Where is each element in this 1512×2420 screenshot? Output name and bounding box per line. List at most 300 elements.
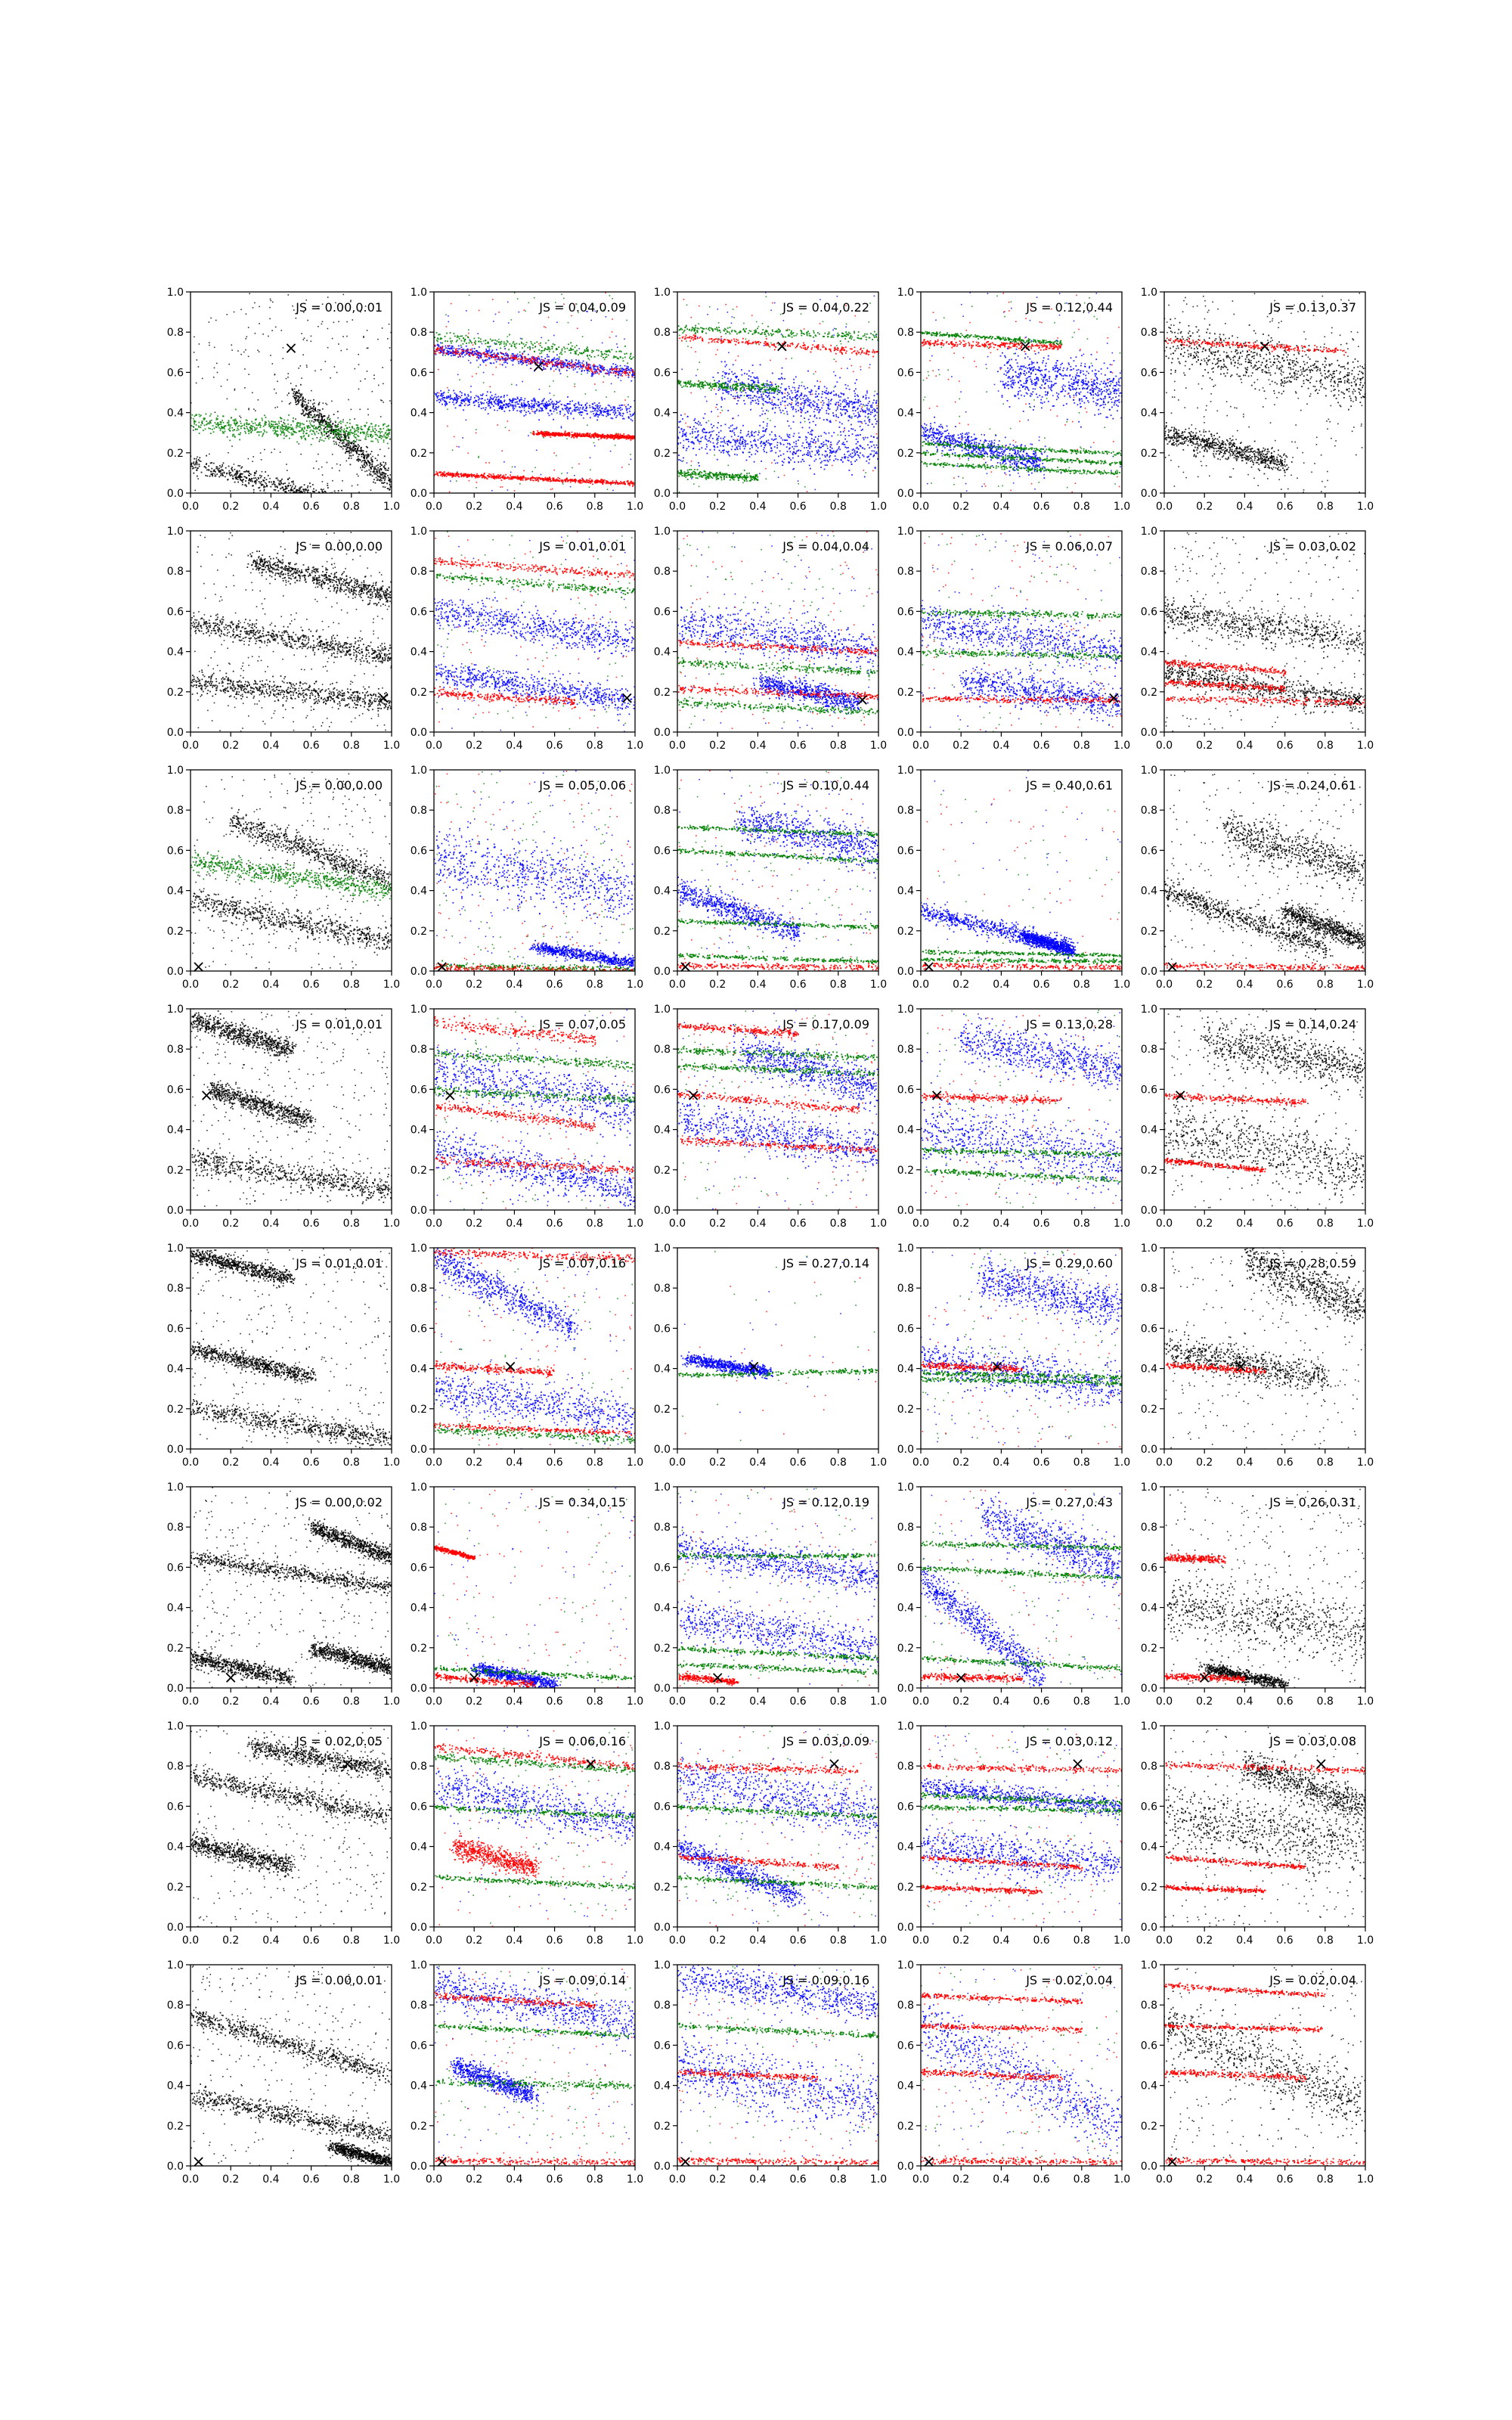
point xyxy=(367,510,369,511)
point xyxy=(622,405,624,406)
point xyxy=(376,508,377,510)
point xyxy=(339,470,340,472)
point xyxy=(445,346,446,347)
point xyxy=(328,500,330,501)
point xyxy=(288,294,290,296)
point xyxy=(281,428,283,430)
point xyxy=(375,482,376,484)
point xyxy=(482,395,483,396)
point xyxy=(306,367,308,368)
point xyxy=(569,401,571,402)
point xyxy=(200,424,202,426)
point xyxy=(235,425,237,427)
point xyxy=(621,467,623,468)
point xyxy=(259,422,261,424)
point xyxy=(372,507,373,509)
point xyxy=(214,347,215,349)
point xyxy=(389,347,391,349)
point xyxy=(325,495,327,497)
point xyxy=(330,422,331,424)
point xyxy=(489,352,491,354)
point xyxy=(248,408,249,409)
point xyxy=(224,426,225,427)
point xyxy=(385,436,386,438)
point xyxy=(505,474,507,476)
point xyxy=(458,446,460,448)
point xyxy=(511,384,513,386)
point xyxy=(624,365,626,367)
point xyxy=(466,397,468,399)
point xyxy=(277,381,278,383)
point xyxy=(577,328,578,330)
point xyxy=(575,366,577,368)
point xyxy=(541,337,543,339)
point xyxy=(344,445,345,447)
point xyxy=(243,352,245,353)
point xyxy=(470,396,472,398)
point xyxy=(284,482,286,484)
point xyxy=(284,429,286,430)
point xyxy=(387,437,389,439)
point xyxy=(633,414,634,415)
point xyxy=(247,429,249,430)
point xyxy=(621,380,622,382)
point xyxy=(605,373,606,374)
point xyxy=(610,436,612,437)
point xyxy=(212,425,214,427)
point xyxy=(287,424,289,425)
point xyxy=(339,446,341,448)
point xyxy=(605,293,606,294)
point xyxy=(546,435,547,436)
point xyxy=(493,473,494,475)
point xyxy=(608,371,609,372)
point xyxy=(580,407,581,408)
point xyxy=(337,417,339,419)
point xyxy=(452,450,454,451)
point xyxy=(509,399,510,400)
point xyxy=(293,482,294,483)
point xyxy=(213,431,215,433)
point xyxy=(580,411,581,413)
point xyxy=(281,424,283,426)
point xyxy=(357,473,358,475)
point xyxy=(474,397,476,399)
point xyxy=(249,473,250,474)
point xyxy=(600,405,601,407)
point xyxy=(578,360,580,361)
point xyxy=(512,402,513,403)
point xyxy=(382,327,383,329)
point xyxy=(322,408,324,410)
point xyxy=(578,464,580,465)
point xyxy=(370,467,371,469)
point xyxy=(600,412,601,414)
point xyxy=(273,430,274,432)
point xyxy=(479,346,480,348)
point xyxy=(315,427,317,428)
point xyxy=(272,363,274,365)
point xyxy=(538,405,540,406)
point xyxy=(454,476,456,477)
point xyxy=(335,500,336,501)
point xyxy=(454,348,455,349)
point xyxy=(615,417,617,418)
point xyxy=(572,400,573,402)
point xyxy=(553,452,555,454)
point xyxy=(582,408,584,410)
point xyxy=(351,455,352,457)
point xyxy=(450,480,451,482)
point xyxy=(380,464,381,465)
point xyxy=(561,426,562,427)
point xyxy=(340,428,342,430)
point xyxy=(264,449,265,451)
point xyxy=(444,400,445,402)
point xyxy=(257,349,259,351)
point xyxy=(377,479,379,480)
point xyxy=(373,510,374,512)
point xyxy=(395,431,396,433)
point xyxy=(357,425,358,427)
point xyxy=(333,503,334,504)
point xyxy=(430,473,432,475)
point xyxy=(603,367,605,368)
point xyxy=(620,365,621,367)
point xyxy=(623,413,624,414)
point xyxy=(389,432,390,433)
point xyxy=(536,477,538,479)
point xyxy=(246,424,247,425)
point xyxy=(370,441,372,442)
point xyxy=(491,403,492,405)
point xyxy=(205,467,206,468)
panel-r1-c1 xyxy=(167,287,400,526)
point xyxy=(506,405,507,406)
point xyxy=(484,360,485,361)
point xyxy=(612,406,614,408)
point xyxy=(442,404,443,405)
point xyxy=(355,430,356,432)
point xyxy=(591,436,593,437)
point xyxy=(324,495,325,496)
point xyxy=(578,348,580,349)
point xyxy=(236,474,237,476)
point xyxy=(371,464,373,465)
point xyxy=(340,502,342,504)
point xyxy=(578,364,579,365)
point xyxy=(231,468,232,470)
point xyxy=(383,424,384,425)
point xyxy=(322,425,324,427)
point xyxy=(309,409,311,411)
point xyxy=(377,439,379,441)
point xyxy=(457,374,459,376)
point xyxy=(505,427,507,429)
point xyxy=(306,365,308,366)
point xyxy=(617,346,618,348)
point xyxy=(197,478,199,479)
point xyxy=(379,479,380,481)
point xyxy=(321,495,323,496)
point xyxy=(536,450,538,451)
point xyxy=(342,421,344,423)
point xyxy=(594,433,596,434)
point xyxy=(447,473,448,474)
point xyxy=(448,392,449,393)
point xyxy=(367,454,369,455)
point xyxy=(254,430,256,431)
point xyxy=(555,404,556,405)
point xyxy=(321,467,323,468)
point xyxy=(273,426,274,427)
point xyxy=(238,476,240,477)
point xyxy=(223,422,225,424)
point xyxy=(497,405,499,406)
point xyxy=(209,345,210,346)
point xyxy=(271,452,272,454)
point xyxy=(275,327,277,328)
point xyxy=(383,442,385,443)
point xyxy=(573,369,575,371)
point xyxy=(376,510,378,511)
point xyxy=(602,343,603,344)
point xyxy=(363,455,364,456)
point xyxy=(264,489,265,490)
point xyxy=(532,476,534,477)
point xyxy=(538,481,539,482)
point xyxy=(525,311,526,312)
point xyxy=(281,479,283,480)
point xyxy=(460,397,461,399)
point xyxy=(630,406,631,408)
point xyxy=(288,392,290,394)
point xyxy=(229,427,231,429)
point xyxy=(590,367,592,368)
point xyxy=(553,419,554,420)
point xyxy=(232,476,234,477)
point xyxy=(497,396,499,398)
point xyxy=(261,483,262,485)
point xyxy=(235,473,237,474)
point xyxy=(503,353,504,355)
point xyxy=(264,431,265,433)
point xyxy=(341,504,342,505)
point xyxy=(302,399,304,400)
point xyxy=(602,368,603,370)
point xyxy=(367,506,368,507)
point xyxy=(293,391,295,392)
point xyxy=(547,356,548,358)
point xyxy=(437,344,438,346)
point xyxy=(237,430,238,431)
point xyxy=(213,470,215,471)
point xyxy=(578,412,580,414)
point xyxy=(353,443,355,445)
point xyxy=(367,414,369,416)
point xyxy=(304,405,305,406)
point xyxy=(346,448,348,450)
point xyxy=(349,432,350,433)
point xyxy=(554,433,556,435)
point xyxy=(469,295,470,296)
point xyxy=(377,442,379,443)
point xyxy=(304,428,305,430)
point xyxy=(333,443,335,445)
point xyxy=(268,336,269,337)
point xyxy=(338,497,339,498)
point xyxy=(466,420,467,421)
point xyxy=(366,451,367,452)
point xyxy=(612,490,614,492)
point xyxy=(236,423,237,424)
point xyxy=(222,464,223,466)
point xyxy=(306,420,308,422)
point xyxy=(240,474,241,476)
point xyxy=(376,514,377,516)
point xyxy=(606,408,607,410)
point xyxy=(381,464,383,466)
point xyxy=(485,356,486,358)
point xyxy=(458,346,460,347)
point xyxy=(627,482,629,483)
point xyxy=(277,486,278,488)
point xyxy=(240,354,242,355)
point xyxy=(302,496,304,498)
point xyxy=(320,495,321,497)
point xyxy=(476,354,477,355)
point xyxy=(553,357,555,358)
point xyxy=(194,458,195,460)
point xyxy=(375,458,376,459)
point xyxy=(345,436,347,437)
point xyxy=(373,467,375,469)
point xyxy=(192,466,194,467)
point xyxy=(377,510,379,512)
point xyxy=(312,491,314,492)
point xyxy=(381,482,383,484)
point xyxy=(311,498,313,499)
point xyxy=(467,405,469,406)
axes-frame xyxy=(191,292,392,493)
point xyxy=(461,354,463,355)
point xyxy=(559,401,561,402)
point xyxy=(594,445,596,447)
point xyxy=(616,415,618,417)
point xyxy=(507,395,508,396)
point xyxy=(485,349,487,350)
point xyxy=(241,467,243,468)
point xyxy=(234,469,236,470)
point xyxy=(487,475,488,476)
point xyxy=(523,400,525,402)
point xyxy=(377,473,379,474)
point xyxy=(627,480,629,482)
point xyxy=(237,465,239,467)
point xyxy=(521,397,522,399)
point xyxy=(560,373,562,374)
point xyxy=(253,307,254,309)
point xyxy=(227,314,228,315)
point xyxy=(543,437,544,439)
point xyxy=(253,408,255,410)
point xyxy=(472,349,473,350)
point xyxy=(238,425,240,427)
point xyxy=(234,436,236,437)
point xyxy=(559,358,560,360)
point xyxy=(460,391,461,392)
point xyxy=(562,433,563,435)
point xyxy=(553,411,555,412)
point xyxy=(497,474,499,476)
point xyxy=(438,392,440,394)
point xyxy=(264,414,265,416)
point xyxy=(438,402,440,403)
point xyxy=(312,404,314,405)
point xyxy=(577,406,578,408)
point xyxy=(206,424,207,426)
point xyxy=(366,508,367,510)
point xyxy=(266,479,268,480)
point xyxy=(495,399,497,401)
point xyxy=(361,447,362,448)
point xyxy=(452,346,454,347)
point xyxy=(460,476,462,477)
point xyxy=(460,402,462,404)
point xyxy=(352,448,353,449)
point xyxy=(575,368,576,370)
point xyxy=(345,446,346,448)
point xyxy=(447,408,448,410)
point xyxy=(340,436,342,437)
point xyxy=(333,437,334,439)
point xyxy=(598,439,600,440)
point xyxy=(352,319,354,321)
point xyxy=(575,359,577,361)
point xyxy=(261,459,262,461)
point xyxy=(467,394,469,396)
point xyxy=(327,422,328,424)
point xyxy=(211,420,212,421)
point xyxy=(370,431,372,433)
point xyxy=(380,433,381,434)
point xyxy=(339,498,341,499)
point xyxy=(389,513,390,515)
point xyxy=(498,408,500,409)
point xyxy=(384,476,386,477)
point xyxy=(517,298,519,299)
point xyxy=(308,495,310,497)
point xyxy=(305,413,307,414)
point xyxy=(343,437,345,439)
point xyxy=(246,420,247,421)
point xyxy=(447,474,448,476)
point xyxy=(388,425,389,427)
point xyxy=(631,419,632,420)
point xyxy=(389,519,390,520)
point xyxy=(553,433,554,435)
point xyxy=(367,474,368,476)
point xyxy=(463,356,464,358)
point xyxy=(370,489,372,491)
point xyxy=(432,352,434,354)
point xyxy=(632,436,634,438)
point xyxy=(373,473,375,475)
point xyxy=(196,414,197,416)
point xyxy=(331,427,333,429)
point xyxy=(238,433,240,435)
point xyxy=(273,424,274,426)
